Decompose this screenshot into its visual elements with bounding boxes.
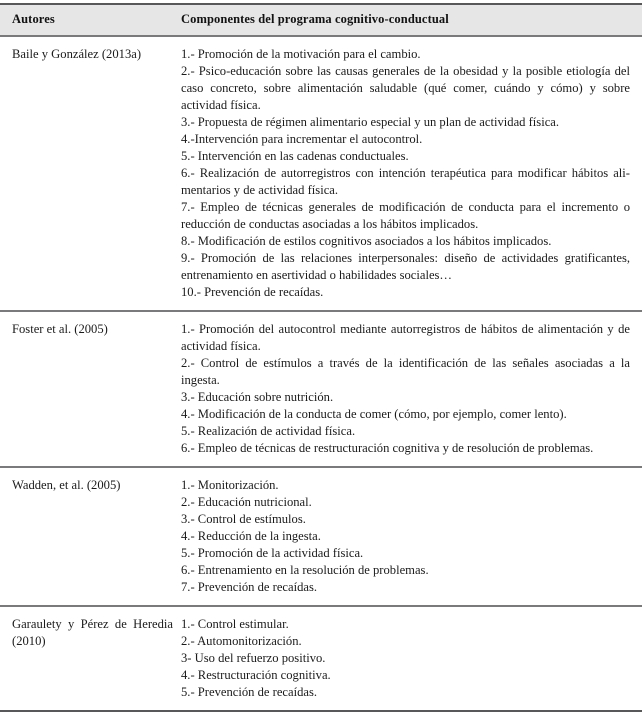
components-cell [181, 37, 642, 310]
component-item: 4.- Reducción de la ingesta. [181, 529, 321, 543]
component-item: 3.- Control de estímulos. [181, 512, 306, 526]
component-item: 4.- Restructuración cognitiva. [181, 668, 331, 682]
column-header-components: Componentes del programa cognitivo-conductual [181, 12, 449, 27]
component-item: 3- Uso del refuerzo positivo. [181, 651, 326, 665]
component-item: 6.- Entrenamiento en la resolución de problemas. [181, 563, 429, 577]
component-item: 3.- Educación sobre nutrición. [181, 390, 334, 404]
component-item: 2.- Automonitorización. [181, 634, 302, 648]
table-header-row [0, 5, 642, 35]
table-row [0, 312, 642, 466]
component-item: 10.- Prevención de recaídas. [181, 285, 324, 299]
component-item: 6.- Empleo de técnicas de restructuración cognitiva y de resolución de problemas. [181, 441, 594, 455]
component-item: 7.- Empleo de técnicas generales de modificación de conducta para el incremento o reducción de conductas asociadas a los hábitos implicados. [181, 200, 630, 231]
component-item: 5.- Promoción de la actividad física. [181, 546, 364, 560]
column-header-authors: Autores [12, 12, 55, 27]
component-item: 5.- Realización de actividad física. [181, 424, 356, 438]
component-item: 2.- Psico-educación sobre las causas generales de la obesidad y la posible etiología del caso concreto, sobre alimentación saludable (qué comer, cuándo y cómo) y sobre actividad física. [181, 64, 630, 112]
author-name: Foster et al. (2005) [12, 322, 108, 336]
component-item: 5.- Intervención en las cadenas conductuales. [181, 149, 409, 163]
author-name: Garaulety y Pérez de Heredia (2010) [12, 617, 173, 648]
component-item: 5.- Prevención de recaídas. [181, 685, 318, 699]
author-cell [0, 312, 181, 347]
component-item: 4.- Modificación de la conducta de comer (cómo, por ejemplo, comer lento). [181, 407, 567, 421]
component-item: 1.- Promoción del autocontrol mediante autorregistros de hábitos de alimentación y de actividad física. [181, 322, 630, 353]
author-cell [0, 37, 181, 72]
component-item: 8.- Modificación de estilos cognitivos asociados a los hábitos implicados. [181, 234, 552, 248]
component-item: 4.-Intervención para incrementar el autocontrol. [181, 132, 423, 146]
component-item: 2.- Educación nutricional. [181, 495, 312, 509]
author-name: Baile y González (2013a) [12, 47, 142, 61]
author-cell [0, 607, 181, 659]
component-item: 1.- Control estimular. [181, 617, 289, 631]
component-item: 7.- Prevención de recaídas. [181, 580, 318, 594]
comparison-table [0, 3, 642, 712]
components-cell [181, 312, 642, 466]
table-row [0, 607, 642, 710]
component-item: 6.- Realización de autorregistros con intención terapéutica para modificar hábitos ali-mentarios y de actividad física. [181, 166, 630, 197]
components-cell [181, 607, 642, 710]
author-cell [0, 468, 181, 503]
author-name: Wadden, et al. (2005) [12, 478, 121, 492]
table-row [0, 468, 642, 605]
components-cell [181, 468, 642, 605]
component-item: 9.- Promoción de las relaciones interpersonales: diseño de actividades gratificantes, entrenamiento en asertividad o habilidades sociales… [181, 251, 630, 282]
table-row [0, 37, 642, 310]
component-item: 1.- Monitorización. [181, 478, 279, 492]
table-body [0, 37, 642, 710]
component-item: 1.- Promoción de la motivación para el cambio. [181, 47, 421, 61]
component-item: 2.- Control de estímulos a través de la identificación de las señales asociadas a la ingesta. [181, 356, 630, 387]
component-item: 3.- Propuesta de régimen alimentario especial y un plan de actividad física. [181, 115, 560, 129]
